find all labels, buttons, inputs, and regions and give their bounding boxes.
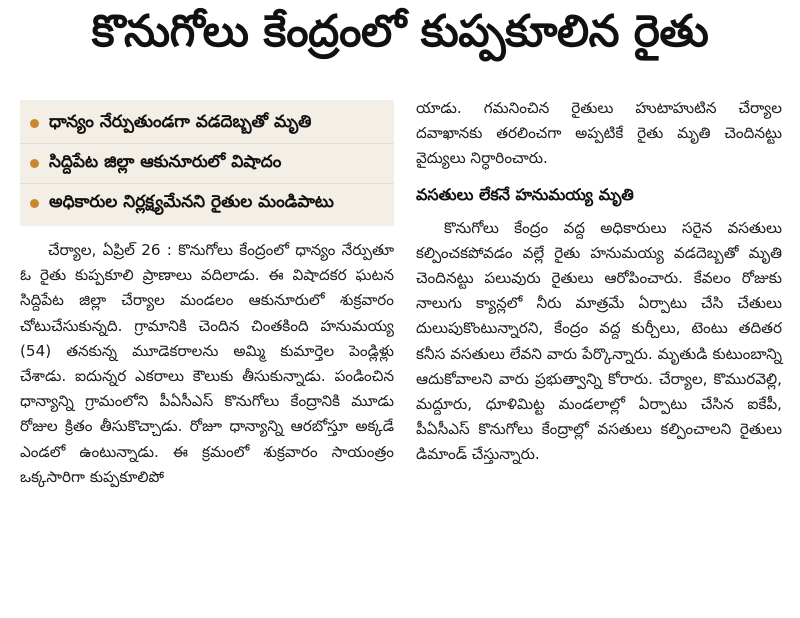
bullet-icon (30, 199, 39, 208)
bullet-icon (30, 119, 39, 128)
highlight-text: సిద్దిపేట జిల్లా ఆకునూరులో విషాదం (49, 151, 282, 172)
highlight-item (20, 144, 394, 184)
bullet-icon (30, 159, 39, 168)
highlight-item (20, 104, 394, 144)
article-body-right: కొనుగోలు కేంద్రం వద్ద అధికారులు సరైన వసతులు కల్పించకపోవడం వల్లే రైతు హనుమయ్య వడదెబ్బతో మృతి చెందినట్టు పలువురు రైతులు ఆరోపించారు. కేవలం రోజుకు నాలుగు క్యాన్లలో నీరు మాత్రమే ఏర్పాటు చేసి చేతులు దులుపుకొంటున్నారని, కేంద్రం వద్ద కుర్చీలు, టెంటు తదితర కనీస వసతులు లేవని వారు పేర్కొన్నారు. మృతుడి కుటుంబాన్ని ఆదుకోవాలని వారు ప్రభుత్వాన్ని కోరారు. చేర్యాల, కొమురవెల్లి, మద్దూరు, ధూళిమిట్ట మండలాల్లో ఏర్పాటు చేసిన ఐకేపీ, పీఏసీఎస్ కొనుగోలు కేంద్రాల్లో వసతులు కల్పించాలని రైతులు డిమాండ్ చేస్తున్నారు. (416, 218, 782, 464)
highlight-text: అధికారుల నిర్లక్ష్యమేనని రైతుల మండిపాటు (49, 191, 334, 212)
article-body-left: చేర్యాల, ఏప్రిల్ 26 : కొనుగోలు కేంద్రంలో ధాన్యం నేర్పుతూ ఓ రైతు కుప్పకూలి ప్రాణాలు వదిలాడు. ఈ విషాదకర ఘటన సిద్దిపేట జిల్లా చేర్యాల మండలం ఆకునూరులో శుక్రవారం చోటుచేసుకున్నది. గ్రామానికి చెందిన చింతకింది హనుమయ్య (54) తనకున్న మూడెకరాలను అమ్మి కుమార్తెల పెండ్లిళ్లు చేశాడు. ఐదున్నర ఎకరాలు కౌలుకు తీసుకున్నాడు. పండించిన ధాన్యాన్ని గ్రామంలోని పీఏసీఎస్ కొనుగోలు కేంద్రానికి మూడు రోజుల క్రితం తీసుకొచ్చాడు. రోజూ ధాన్యాన్ని ఆరబోస్తూ అక్కడే ఎండలో ఉంటున్నాడు. ఈ క్రమంలో శుక్రవారం సాయంత్రం ఒక్కసారిగా కుప్పకూలిపో (20, 241, 394, 486)
left-column (20, 238, 394, 490)
article-continuation: యాడు. గమనించిన రైతులు హుటాహుటిన చేర్యాల దవాఖానకు తరలించగా అప్పటికే రైతు మృతి చెందినట్టు వైద్యులు నిర్ధారించారు. (416, 99, 782, 168)
highlight-item (20, 184, 394, 223)
highlights-box (20, 100, 394, 226)
right-column (416, 96, 782, 468)
headline: కొనుగోలు కేంద్రంలో కుప్పకూలిన రైతు (91, 6, 709, 57)
highlight-text: ధాన్యం నేర్పుతుండగా వడదెబ్బతో మృతి (49, 111, 312, 132)
subheading: వసతులు లేకనే హనుమయ్య మృతి (416, 184, 634, 204)
